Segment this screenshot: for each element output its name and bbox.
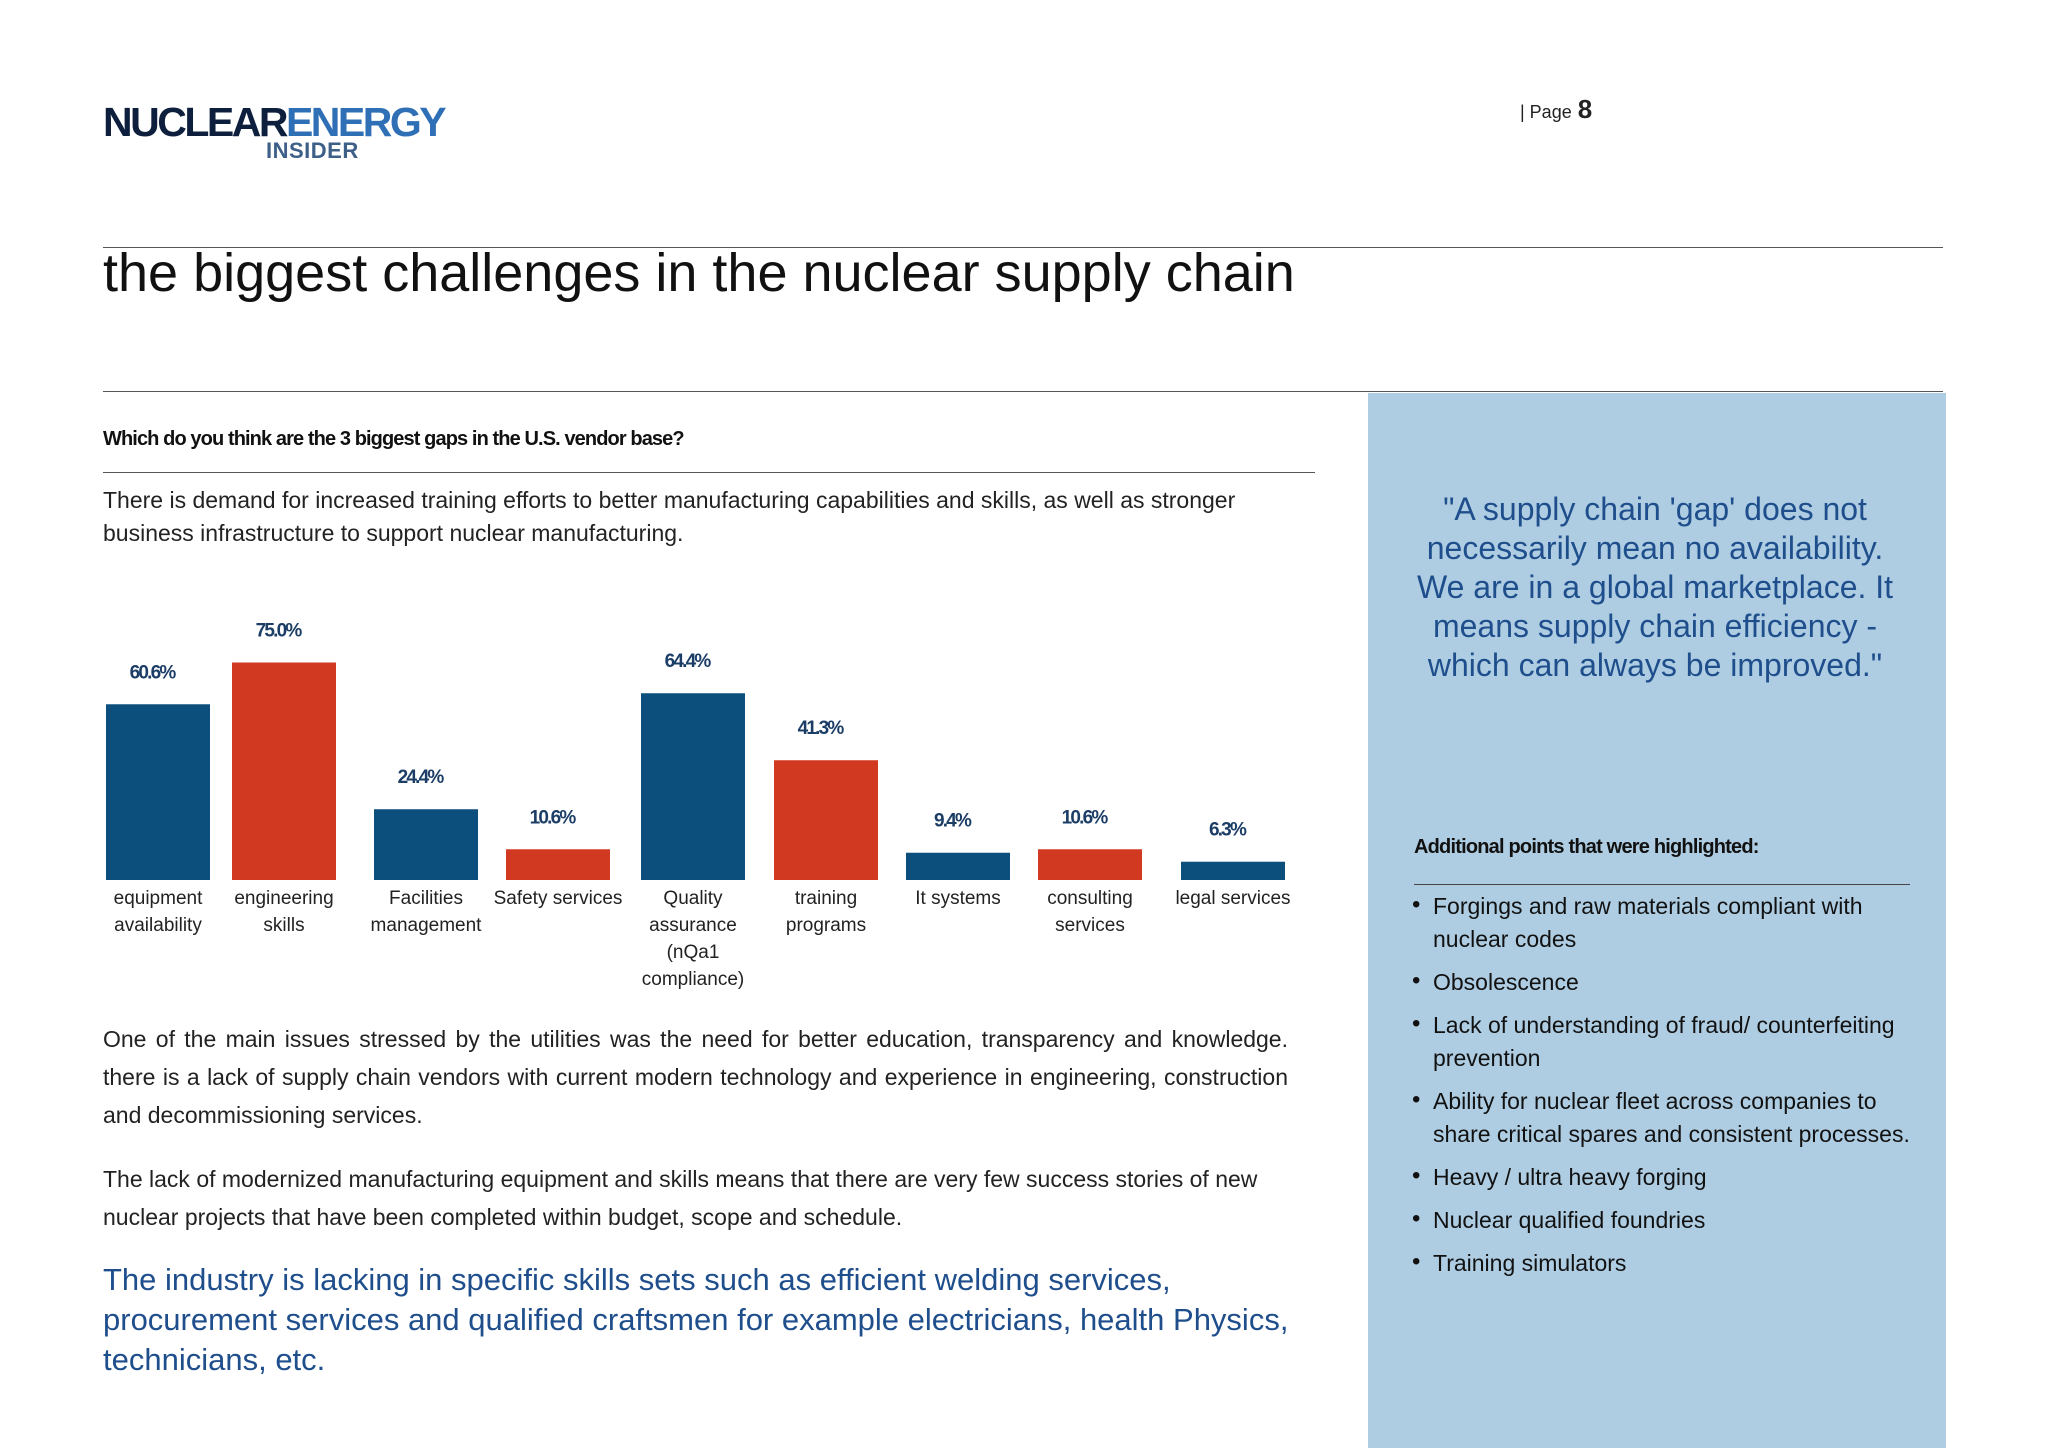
category-label-4: Quality (663, 888, 723, 909)
bar-1 (232, 663, 336, 881)
logo-nuclear-text: NUCLEAR (103, 99, 286, 145)
bar-2 (374, 809, 478, 880)
additional-points-list (1412, 890, 1922, 1290)
category-label-7: services (1055, 915, 1125, 936)
additional-points-title: Additional points that were highlighted: (1414, 836, 1759, 858)
bar-6 (906, 853, 1010, 880)
bar-5 (774, 760, 878, 880)
point-item: • Heavy / ultra heavy forging (1412, 1161, 1922, 1194)
category-label-5: programs (785, 915, 867, 936)
point-item: • Obsolescence (1412, 966, 1922, 999)
bar-value-label-2: 24.4% (397, 767, 443, 789)
bar-value-label-3: 10.6% (529, 807, 575, 829)
nuclear-energy-insider-logo (103, 98, 445, 168)
category-label-6: It systems (915, 888, 1001, 909)
body-paragraph-2: The lack of modernized manufacturing equipment and skills means that there are very few success stories of new nuclear projects that have been completed within budget, scope and schedule. (103, 1166, 1258, 1230)
bar-3 (506, 849, 610, 880)
bar-value-label-1: 75.0% (255, 620, 301, 642)
page-title: the biggest challenges in the nuclear supply chain (103, 243, 1295, 303)
pull-quote: "A supply chain 'gap' does not necessarily mean no availability. We are in a global marketplace. It means supply chain efficiency - which can always be improved." (1416, 491, 1894, 683)
point-item: • Ability for nuclear fleet across companies to share critical spares and consistent processes. (1412, 1085, 1922, 1151)
bar-value-label-8: 6.3% (1208, 819, 1246, 841)
bar-value-label-0: 60.6% (129, 662, 175, 684)
category-label-1: engineering (234, 888, 334, 909)
page-indicator (1520, 94, 1592, 125)
vendor-gaps-bar-chart (100, 560, 1330, 1000)
survey-question: Which do you think are the 3 biggest gaps in the U.S. vendor base? (103, 428, 684, 450)
category-label-1: skills (263, 915, 305, 936)
point-item: • Nuclear qualified foundries (1412, 1204, 1922, 1237)
category-label-3: Safety services (493, 888, 623, 909)
category-label-8: legal services (1175, 888, 1291, 909)
category-label-2: management (370, 915, 482, 936)
point-item: • Forgings and raw materials compliant with nuclear codes (1412, 890, 1922, 956)
category-label-2: Facilities (389, 888, 463, 909)
point-item: • Training simulators (1412, 1247, 1922, 1280)
category-label-4: (nQa1 (666, 942, 720, 963)
chart-svg (100, 560, 1330, 1000)
body-paragraph-1: One of the main issues stressed by the utilities was the need for better education, transparency and knowledge. there is a lack of supply chain vendors with current modern technology and experience in engineering, construction and decommissioning services. (103, 1026, 1288, 1128)
bar-value-label-5: 41.3% (797, 718, 843, 740)
bar-4 (641, 693, 745, 880)
intro-paragraph: There is demand for increased training efforts to better manufacturing capabilities and skills, as well as stronger business infrastructure to support nuclear manufacturing. (103, 487, 1236, 546)
bar-value-label-6: 9.4% (933, 810, 971, 832)
category-label-0: equipment (113, 888, 203, 909)
logo-insider-text: INSIDER (266, 138, 359, 163)
bar-7 (1038, 849, 1142, 880)
page-label: | Page (1520, 102, 1572, 122)
category-label-5: training (794, 888, 858, 909)
question-divider (103, 472, 1315, 473)
highlight-paragraph: The industry is lacking in specific skills sets such as efficient welding services, procurement services and qualified craftsmen for example electricians, health Physics, technicians, etc. (103, 1262, 1289, 1377)
title-bottom-divider (103, 391, 1943, 392)
category-label-7: consulting (1047, 888, 1133, 909)
bar-8 (1181, 862, 1285, 880)
category-label-4: compliance) (641, 969, 745, 990)
page-number: 8 (1577, 94, 1593, 124)
point-item: • Lack of understanding of fraud/ counterfeiting prevention (1412, 1009, 1922, 1075)
bar-value-label-4: 64.4% (664, 651, 710, 673)
category-label-4: assurance (649, 915, 737, 936)
additional-points-divider (1414, 884, 1910, 885)
bar-value-label-7: 10.6% (1061, 807, 1107, 829)
bar-0 (106, 704, 210, 880)
category-label-0: availability (114, 915, 202, 936)
logo-energy-text: ENERGY (285, 99, 445, 145)
